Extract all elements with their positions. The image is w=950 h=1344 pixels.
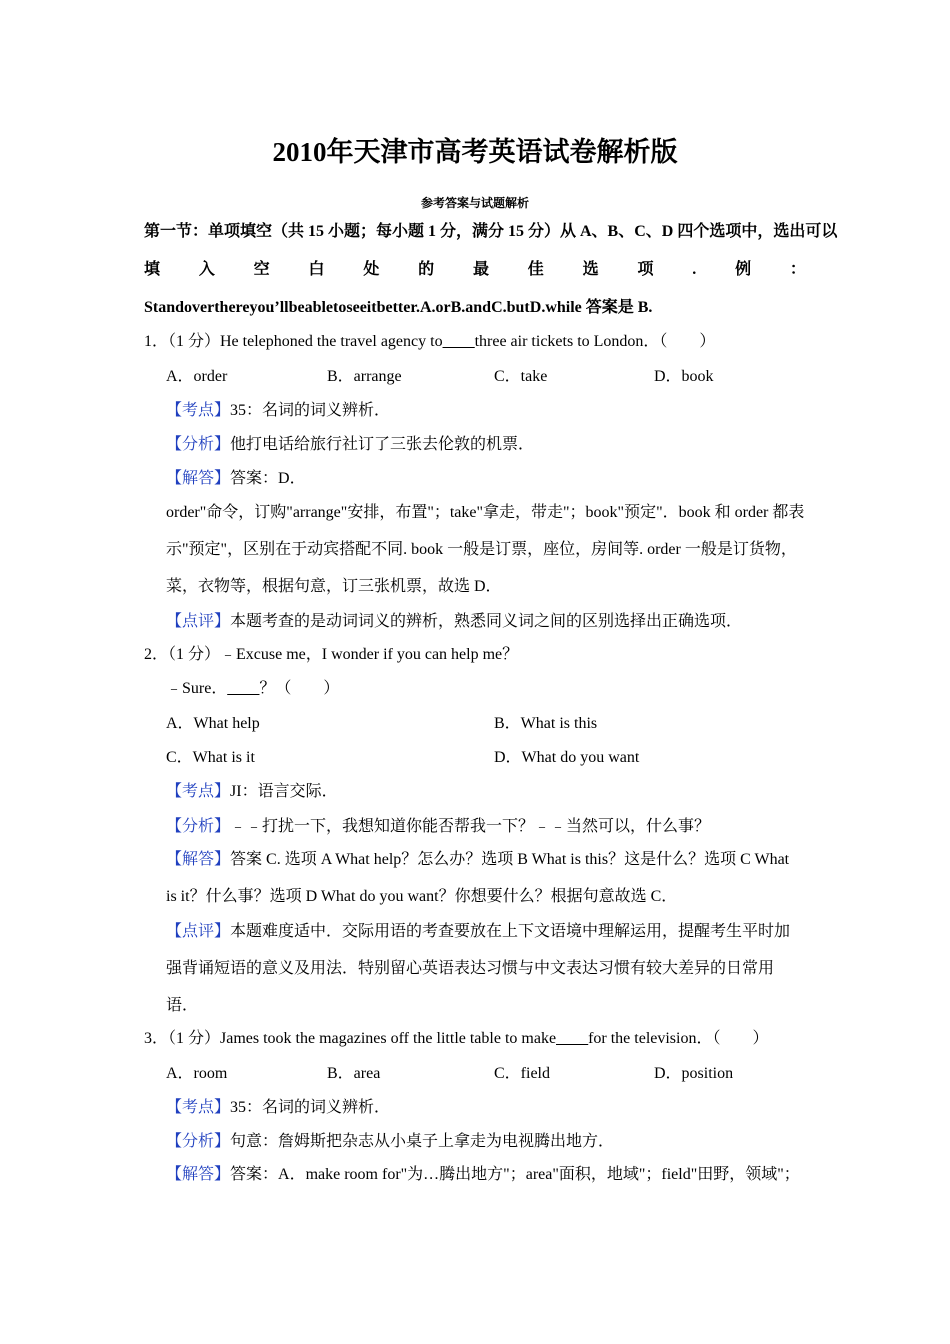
- q1-stem-post: three air tickets to London．（ ）: [474, 333, 716, 350]
- intro-char: ：: [789, 261, 806, 278]
- q1-explain-line2: 示"预定"，区别在于动宾搭配不同. book 一般是订票，座位，房间等. order 一般是订货物，: [166, 541, 797, 558]
- q1-explain-line3: 菜，衣物等，根据句意，订三张机票，故选 D．: [166, 578, 502, 595]
- q1-blank: ____: [442, 333, 475, 350]
- q2-kaodian: [166, 782, 338, 802]
- q3-fenxi: [166, 1132, 614, 1152]
- q2-line2-pre: ﹣Sure．: [166, 680, 228, 697]
- q3-kaodian-text: 35：名词的词义辨析．: [230, 1099, 391, 1116]
- kaodian-tag: 【考点】: [166, 402, 231, 419]
- fenxi-tag: 【分析】: [166, 1133, 231, 1150]
- q1-kaodian-text: 35：名词的词义辨析．: [230, 402, 391, 419]
- intro-char: 处: [363, 261, 380, 278]
- dianping-tag: 【点评】: [166, 613, 231, 630]
- q3-jieda-text: 答案：A．make room for"为…腾出地方"；area"面积，地域"；field"田野，领域"；: [230, 1166, 800, 1183]
- intro-char: 最: [472, 261, 489, 278]
- q3-jieda: [166, 1165, 800, 1185]
- q2-kaodian-text: JI：语言交际．: [230, 783, 338, 800]
- q3-option-c: C．field: [494, 1065, 550, 1082]
- q1-dianping: [166, 612, 742, 632]
- q3-option-a: A．room: [166, 1065, 228, 1082]
- q3-stem-pre: 3．（1 分）James took the magazines off the little table to make: [144, 1030, 557, 1047]
- q2-fenxi-text: ﹣﹣打扰一下，我想知道你能否帮我一下？﹣﹣当然可以，什么事？: [230, 818, 711, 835]
- page-subtitle: 参考答案与试题解析: [420, 196, 529, 210]
- intro-char: 白: [308, 261, 325, 278]
- question-2-line2: [166, 679, 339, 699]
- jieda-tag: 【解答】: [166, 851, 231, 868]
- q1-kaodian: [166, 401, 390, 421]
- jieda-tag: 【解答】: [166, 470, 231, 487]
- intro-char: 空: [253, 261, 270, 278]
- q3-blank: ____: [556, 1030, 589, 1047]
- q2-jieda-line2: is it？什么事？选项 D What do you want？你想要什么？根据句意故选 C．: [166, 888, 678, 905]
- q2-dianping-line2: 强背诵短语的意义及用法．特别留心英语表达习惯与中文表达习惯有较大差异的日常用: [166, 960, 775, 977]
- section-intro-line2: [144, 260, 806, 280]
- jieda-tag: 【解答】: [166, 1166, 231, 1183]
- intro-char: 的: [418, 261, 435, 278]
- q2-option-c: C．What is it: [166, 749, 255, 766]
- q1-fenxi: [166, 435, 534, 455]
- fenxi-tag: 【分析】: [166, 818, 231, 835]
- q2-jieda-text: 答案 C. 选项 A What help？怎么办？选项 B What is this？这是什么？选项 C What: [230, 851, 790, 868]
- q2-dianping: [166, 922, 790, 942]
- kaodian-tag: 【考点】: [166, 783, 231, 800]
- intro-char: 选: [582, 261, 599, 278]
- q1-option-b: B．arrange: [327, 368, 402, 385]
- q2-option-a: A．What help: [166, 715, 260, 732]
- q2-fenxi: [166, 817, 710, 837]
- dianping-tag: 【点评】: [166, 923, 231, 940]
- section-intro-line3: Standoverthereyou’llbeabletoseeitbetter.A.orB.andC.butD.while 答案是 B.: [144, 299, 653, 316]
- intro-char: 项: [637, 261, 654, 278]
- page-title: 2010年天津市高考英语试卷解析版: [272, 137, 678, 167]
- intro-char: .: [692, 261, 697, 278]
- q3-kaodian: [166, 1098, 390, 1118]
- q2-option-b: B．What is this: [494, 715, 598, 732]
- q1-option-a: A．order: [166, 368, 228, 385]
- question-1-stem: [144, 332, 715, 352]
- intro-char: 填: [144, 261, 161, 278]
- section-intro-line1: 第一节：单项填空（共 15 小题；每小题 1 分，满分 15 分）从 A、B、C、D 四个选项中，选出可以: [144, 223, 838, 240]
- q2-blank: ____: [227, 680, 260, 697]
- intro-char: 入: [198, 261, 215, 278]
- q2-jieda: [166, 850, 789, 870]
- q2-option-d: D．What do you want: [494, 749, 640, 766]
- q3-option-d: D．position: [654, 1065, 734, 1082]
- q1-jieda-text: 答案：D．: [230, 470, 306, 487]
- q1-stem-pre: 1．（1 分）He telephoned the travel agency to: [144, 333, 443, 350]
- q1-explain-line1: order"命令，订购"arrange"安排，布置"；take"拿走，带走"；book"预定"．book 和 order 都表: [166, 504, 805, 521]
- q3-stem-post: for the television．（ ）: [588, 1030, 769, 1047]
- q1-dianping-text: 本题考查的是动词词义的辨析，熟悉同义词之间的区别选择出正确选项．: [230, 613, 743, 630]
- kaodian-tag: 【考点】: [166, 1099, 231, 1116]
- intro-char: 佳: [527, 261, 544, 278]
- q1-fenxi-text: 他打电话给旅行社订了三张去伦敦的机票．: [230, 436, 535, 453]
- q2-line2-post: ？（ ）: [259, 680, 340, 697]
- q1-option-c: C．take: [494, 368, 548, 385]
- intro-char: 例: [735, 261, 752, 278]
- q3-fenxi-text: 句意：詹姆斯把杂志从小桌子上拿走为电视腾出地方．: [230, 1133, 615, 1150]
- question-2-stem: 2．（1 分）﹣Excuse me，I wonder if you can help me？: [144, 646, 519, 663]
- q1-option-d: D．book: [654, 368, 714, 385]
- question-3-stem: [144, 1029, 768, 1049]
- q3-option-b: B．area: [327, 1065, 381, 1082]
- q2-dianping-line3: 语．: [166, 997, 199, 1014]
- q1-jieda: [166, 469, 306, 489]
- q2-dianping-text: 本题难度适中．交际用语的考查要放在上下文语境中理解运用，提醒考生平时加: [230, 923, 791, 940]
- fenxi-tag: 【分析】: [166, 436, 231, 453]
